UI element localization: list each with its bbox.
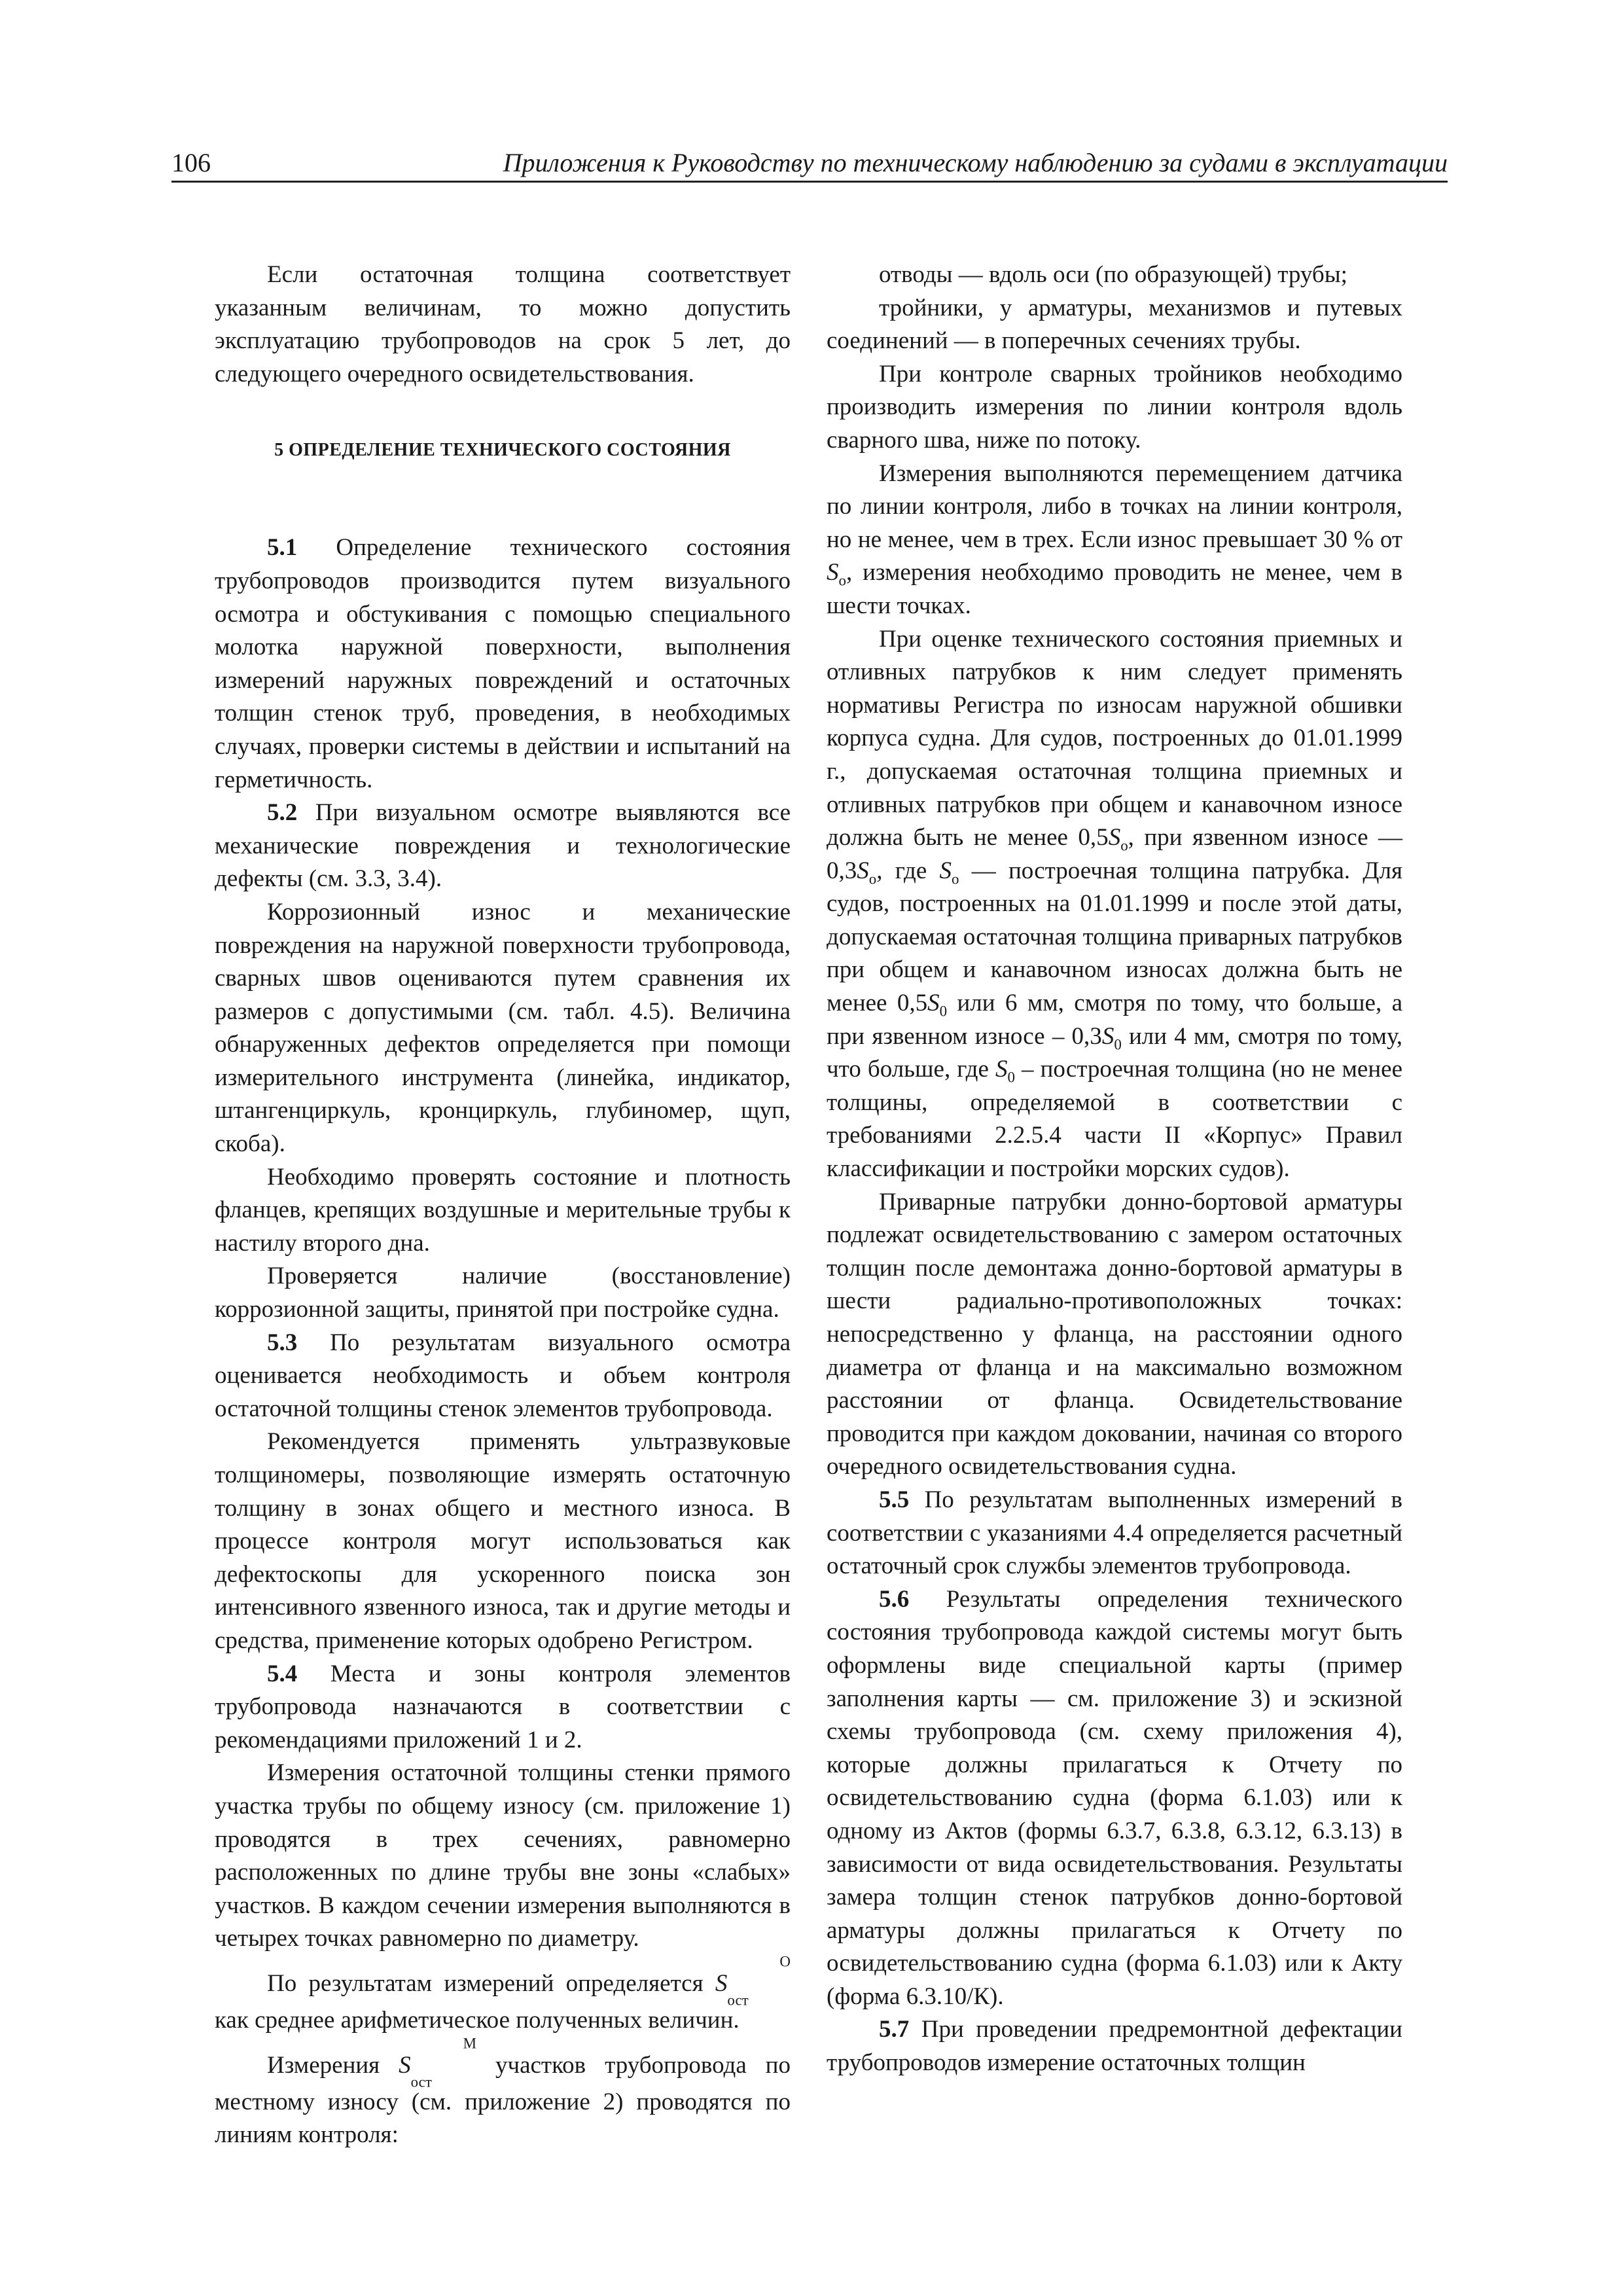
paragraph-text: При визуальном осмотре выявляются все механические повреждения и технологические дефекты (см. 3.3, 3.4). [215,799,791,893]
paragraph-5-5 [827,1484,1402,1583]
paragraph-tees: тройники, у арматуры, механизмов и путевых соединений — в поперечных сечениях трубы. [827,294,1402,355]
symbol-base: S [399,2051,411,2079]
symbol-base: S [995,1056,1008,1083]
symbol-subscript: 0 [939,1003,948,1020]
paragraph-5-3 [215,1327,791,1426]
page-number: 106 [171,148,211,177]
paragraph-measure-straight: Измерения остаточной толщины стенки прямого участка трубы по общему износу (см. приложение 1) проводятся в трех сечениях, равномерно расположенных по длине трубы вне зоны «слабых» участков. В каждом сечении измерения выполняются в четырех точках равномерно по диаметру. [215,1759,791,1952]
symbol-s-o [939,857,959,888]
paragraph-result [215,1953,791,2037]
paragraph-welded-tees: При контроле сварных тройников необходимо производить измерения по линии контроля вдоль сварного шва, ниже по потоку. [827,360,1402,454]
symbol-superscript: О [779,1953,791,1970]
symbol-s-o [857,857,877,888]
paragraph-text: Места и зоны контроля элементов трубопровода назначаются в соответствии с рекомендациями приложений 1 и 2. [215,1660,791,1753]
symbol-indices [727,1953,791,2009]
text-fragment: участков трубопровода по местному износу (см. приложение 2) проводятся по линиям контроля: [215,2051,791,2149]
paragraph-text: По результатам визуального осмотра оценивается необходимость и объем контроля остаточной толщины стенок элементов трубопровода. [215,1329,791,1422]
symbol-indices [410,2035,477,2090]
text-fragment: , где [876,857,940,884]
paragraph-bends: отводы — вдоль оси (по образующей) трубы; [879,261,1347,288]
text-fragment: По результатам измерений определяется [267,1969,715,1997]
symbol-base: S [827,559,839,586]
symbol-s-ost-general [715,1953,791,2009]
symbol-superscript: М [463,2035,477,2052]
intro-paragraph: Если остаточная толщина соответствует указанным величинам, то можно допустить эксплуатацию трубопроводов на срок 5 лет, до следующего очередного освидетельствования. [215,261,791,387]
paragraph-number: 5.1 [267,534,298,562]
text-fragment: или 4 мм, смотря по тому, что больше, где [827,1022,1402,1083]
text-fragment: , при язвенном износе — 0,3 [827,824,1402,884]
symbol-subscript: о [868,870,877,888]
paragraph-number: 5.7 [879,2016,910,2043]
text-fragment: как среднее арифметическое полученных величин. [215,2006,740,2034]
paragraph-flanges: Необходимо проверять состояние и плотность фланцев, крепящих воздушные и мерительные трубы к настилу второго дна. [215,1163,791,1257]
page-header [171,147,1448,179]
paragraph-number: 5.6 [879,1585,910,1613]
symbol-subscript: ост [410,2073,432,2090]
symbol-subscript: о [1120,837,1128,854]
paragraph-5-1 [215,531,791,797]
left-column [215,259,791,2152]
symbol-s-o [827,559,846,589]
paragraph-protection: Проверяется наличие (восстановление) коррозионной защиты, принятой при постройке судна. [215,1263,791,1323]
paragraph-sensor [827,457,1402,623]
paragraph-text: По результатам выполненных измерений в соответствии с указаниями 4.4 определяется расчетный остаточный срок службы элементов трубопровода. [827,1486,1402,1580]
paragraph-number: 5.5 [879,1486,910,1513]
symbol-s-0 [927,990,948,1020]
paragraph-number: 5.3 [267,1329,298,1356]
paragraph-5-2 [215,797,791,896]
symbol-subscript: ост [727,1992,749,2009]
text-fragment: или 6 мм, смотря по тому, что больше, а при язвенном износе – 0,3 [827,990,1403,1050]
paragraph-local [215,2037,791,2152]
symbol-subscript: о [952,870,959,888]
symbol-base: S [857,857,869,884]
paragraph-bottom-side-fittings: Приварные патрубки донно-бортовой арматуры подлежат освидетельствованию с замером остаточных толщин после демонтажа донно-бортовой арматуры в шести радиально-противоположных точках: непосредственно у фланца, на расстоянии одного диаметра от фланца и на максимально возможном расстоянии от фланца. Освидетельствование проводится при каждом доковании, начиная со второго очередного освидетельствования судна. [827,1188,1402,1480]
paragraph-number: 5.2 [267,799,298,827]
paragraph-5-7 [827,2013,1402,2079]
text-fragment: , измерения необходимо проводить не менее, чем в шести точках. [827,559,1402,619]
symbol-base: S [715,1969,728,1997]
paragraph-ultrasonic: Рекомендуется применять ультразвуковые толщиномеры, позволяющие измерять остаточную толщину в зонах общего и местного износа. В процессе контроля могут использоваться как дефектоскопы для ускоренного поиска зон интенсивного язвенного износа, так и другие методы и средства, применение которых одобрено Регистром. [215,1428,791,1654]
paragraph-5-4 [215,1658,791,1757]
text-fragment: При оценке технического состояния приемных и отливных патрубков к ним следует применять нормативы Регистра по износам наружной обшивки корпуса судна. Для судов, построенных до 01.01.1999 г., допускаемая остаточная толщина приемных и отливных патрубков при общем и канавочном износе должна быть не менее 0,5 [827,625,1402,852]
text-fragment: – построечная толщина (но не менее толщины, определяемой в соответствии с требованиями 2.2.5.4 части II «Корпус» Правил классификации и постройки морских судов). [827,1056,1402,1183]
paragraph-number: 5.4 [267,1660,298,1687]
symbol-base: S [939,857,952,884]
paragraph-text: Результаты определения технического состояния трубопровода каждой системы могут быть оформлены виде специальной карты (пример заполнения карты — см. приложение 3) и эскизной схемы трубопровода (см. схему приложения 4), которые должны прилагаться к Отчету по освидетельствованию судна (форма 6.1.03) или к одному из Актов (формы 6.3.7, 6.3.8, 6.3.12, 6.3.13) в зависимости от вида освидетельствования. Результаты замера толщин стенок патрубков донно-бортовой арматуры должны прилагаться к Отчету по освидетельствованию судна (форма 6.1.03) или к Акту (форма 6.3.10/К). [827,1585,1402,2010]
paragraph-branch-pipes [827,623,1402,1186]
symbol-subscript: 0 [1114,1036,1122,1053]
symbol-s-0 [1101,1022,1122,1053]
paragraph-text: При проведении предремонтной дефектации трубопроводов измерение остаточных толщин [827,2016,1402,2077]
text-fragment: — построечная толщина патрубка. Для судов, построенных на 01.01.1999 и после этой даты, допускаемая остаточная толщина приварных патрубков при общем и канавочном износах должна быть не менее 0,5 [827,857,1402,1017]
symbol-subscript: 0 [1007,1069,1015,1086]
right-column [827,259,1402,2080]
symbol-s-o [1108,824,1128,854]
text-fragment: Измерения выполняются перемещением датчика по линии контроля, либо в точках на линии контроля, но не менее, чем в трех. Если износ превышает 30 % от [827,459,1402,553]
paragraph-text: Определение технического состояния трубопроводов производится путем визуального осмотра и обстукивания с помощью специального молотка наружной поверхности, выполнения измерений наружных повреждений и остаточных толщин стенок труб, проведения, в необходимых случаях, проверки системы в действии и испытаний на герметичность. [215,534,791,793]
paragraph-5-6 [827,1583,1402,2014]
symbol-s-ost-local [399,2035,477,2090]
section-heading: 5 ОПРЕДЕЛЕНИЕ ТЕХНИЧЕСКОГО СОСТОЯНИЯ [274,440,731,461]
symbol-base: S [1108,824,1121,852]
text-fragment: Измерения [267,2051,399,2079]
symbol-base: S [927,990,940,1017]
symbol-s-0 [995,1056,1015,1086]
symbol-base: S [1101,1022,1115,1050]
header-rule [171,181,1448,183]
symbol-subscript: о [838,572,846,589]
paragraph-corrosion: Коррозионный износ и механические повреждения на наружной поверхности трубопровода, сварных швов оцениваются путем сравнения их размеров с допустимыми (см. табл. 4.5). Величина обнаруженных дефектов определяется при помощи измерительного инструмента (линейка, индикатор, штангенциркуль, кронциркуль, глубиномер, щуп, скоба). [215,898,791,1158]
running-title: Приложения к Руководству по техническому наблюдению за судами в эксплуатации [503,148,1448,177]
